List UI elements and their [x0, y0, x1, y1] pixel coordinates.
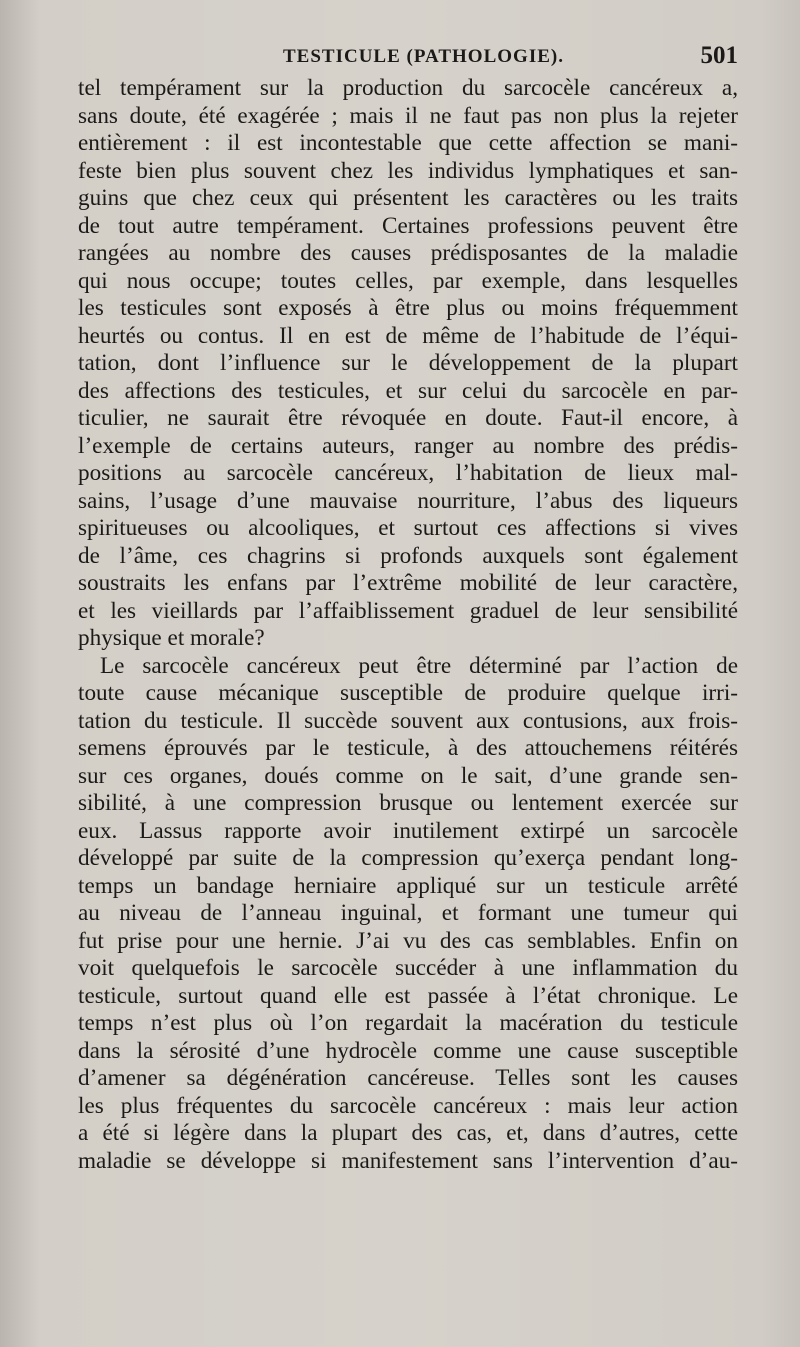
text-line: rangées au nombre des causes prédisposantes de la maladie — [78, 240, 738, 266]
text-line: tation, dont l’influence sur le développement de la plupart — [78, 350, 738, 376]
text-line: temps n’est plus où l’on regardait la macération du testicule — [78, 1010, 738, 1036]
text-line: toute cause mécanique susceptible de produire quelque irri- — [78, 680, 738, 706]
text-line: de l’âme, ces chagrins si profonds auxquels sont également — [78, 542, 738, 569]
text-line: l’exemple de certains auteurs, ranger au nombre des prédis- — [78, 432, 738, 459]
text-line: maladie se développe si manifestement sans l’intervention d’au- — [78, 1147, 738, 1174]
text-line: les testicules sont exposés à être plus ou moins fréquemment — [78, 295, 738, 321]
text-line: au niveau de l’anneau inguinal, et formant une tumeur qui — [78, 900, 738, 926]
text-line: ticulier, ne saurait être révoquée en doute. Faut-il encore, à — [78, 405, 738, 431]
text-line: qui nous occupe; toutes celles, par exemple, dans lesquelles — [78, 267, 738, 294]
text-line: développé par suite de la compression qu’exerça pendant long- — [78, 845, 738, 871]
text-line: a été si légère dans la plupart des cas, et, dans d’autres, cette — [78, 1120, 738, 1146]
text-line: positions au sarcocèle cancéreux, l’habitation de lieux mal- — [78, 460, 738, 486]
text-line: de tout autre tempérament. Certaines professions peuvent être — [78, 212, 738, 239]
text-line: temps un bandage herniaire appliqué sur un testicule arrêté — [78, 872, 738, 899]
text-line: eux. Lassus rapporte avoir inutilement extirpé un sarcocèle — [78, 817, 738, 844]
text-line: sans doute, été exagérée ; mais il ne faut pas non plus la rejeter — [78, 102, 738, 129]
body-text — [78, 75, 738, 1175]
text-line: sains, l’usage d’une mauvaise nourriture, l’abus des liqueurs — [78, 487, 738, 514]
text-line: sibilité, à une compression brusque ou lentement exercée sur — [78, 790, 738, 816]
text-line: les plus fréquentes du sarcocèle cancéreux : mais leur action — [78, 1092, 738, 1119]
text-line: tation du testicule. Il succède souvent aux contusions, aux frois- — [78, 707, 738, 734]
text-line: spiritueuses ou alcooliques, et surtout ces affections si vives — [78, 515, 738, 541]
text-line: soustraits les enfans par l’extrême mobilité de leur caractère, — [78, 570, 738, 596]
text-line: des affections des testicules, et sur celui du sarcocèle en par- — [78, 377, 738, 404]
text-line: dans la sérosité d’une hydrocèle comme une cause susceptible — [78, 1037, 738, 1064]
text-line: et les vieillards par l’affaiblissement graduel de leur sensibilité — [78, 597, 738, 624]
text-line: d’amener sa dégénération cancéreuse. Telles sont les causes — [78, 1065, 738, 1091]
text-line: heurtés ou contus. Il en est de même de l’habitude de l’équi- — [78, 322, 738, 349]
text-line: semens éprouvés par le testicule, à des attouchemens réitérés — [78, 735, 738, 761]
running-title: TESTICULE (PATHOLOGIE). — [283, 46, 564, 67]
text-line: voit quelquefois le sarcocèle succéder à une inflammation du — [78, 955, 738, 981]
text-line: testicule, surtout quand elle est passée à l’état chronique. Le — [78, 982, 738, 1009]
page-number: 501 — [700, 42, 738, 69]
text-line: fut prise pour une hernie. J’ai vu des cas semblables. Enfin on — [78, 927, 738, 954]
running-head — [78, 40, 738, 76]
paragraph-start-line: Le sarcocèle cancéreux peut être déterminé par l’action de — [100, 652, 738, 679]
text-line: tel tempérament sur la production du sarcocèle cancéreux a, — [78, 75, 738, 101]
text-line: physique et morale? — [78, 625, 265, 651]
text-line: guins que chez ceux qui présentent les caractères ou les traits — [78, 185, 738, 211]
text-line: feste bien plus souvent chez les individus lymphatiques et san- — [78, 157, 738, 184]
text-line: entièrement : il est incontestable que cette affection se mani- — [78, 130, 738, 156]
text-line: sur ces organes, doués comme on le sait, d’une grande sen- — [78, 762, 738, 789]
